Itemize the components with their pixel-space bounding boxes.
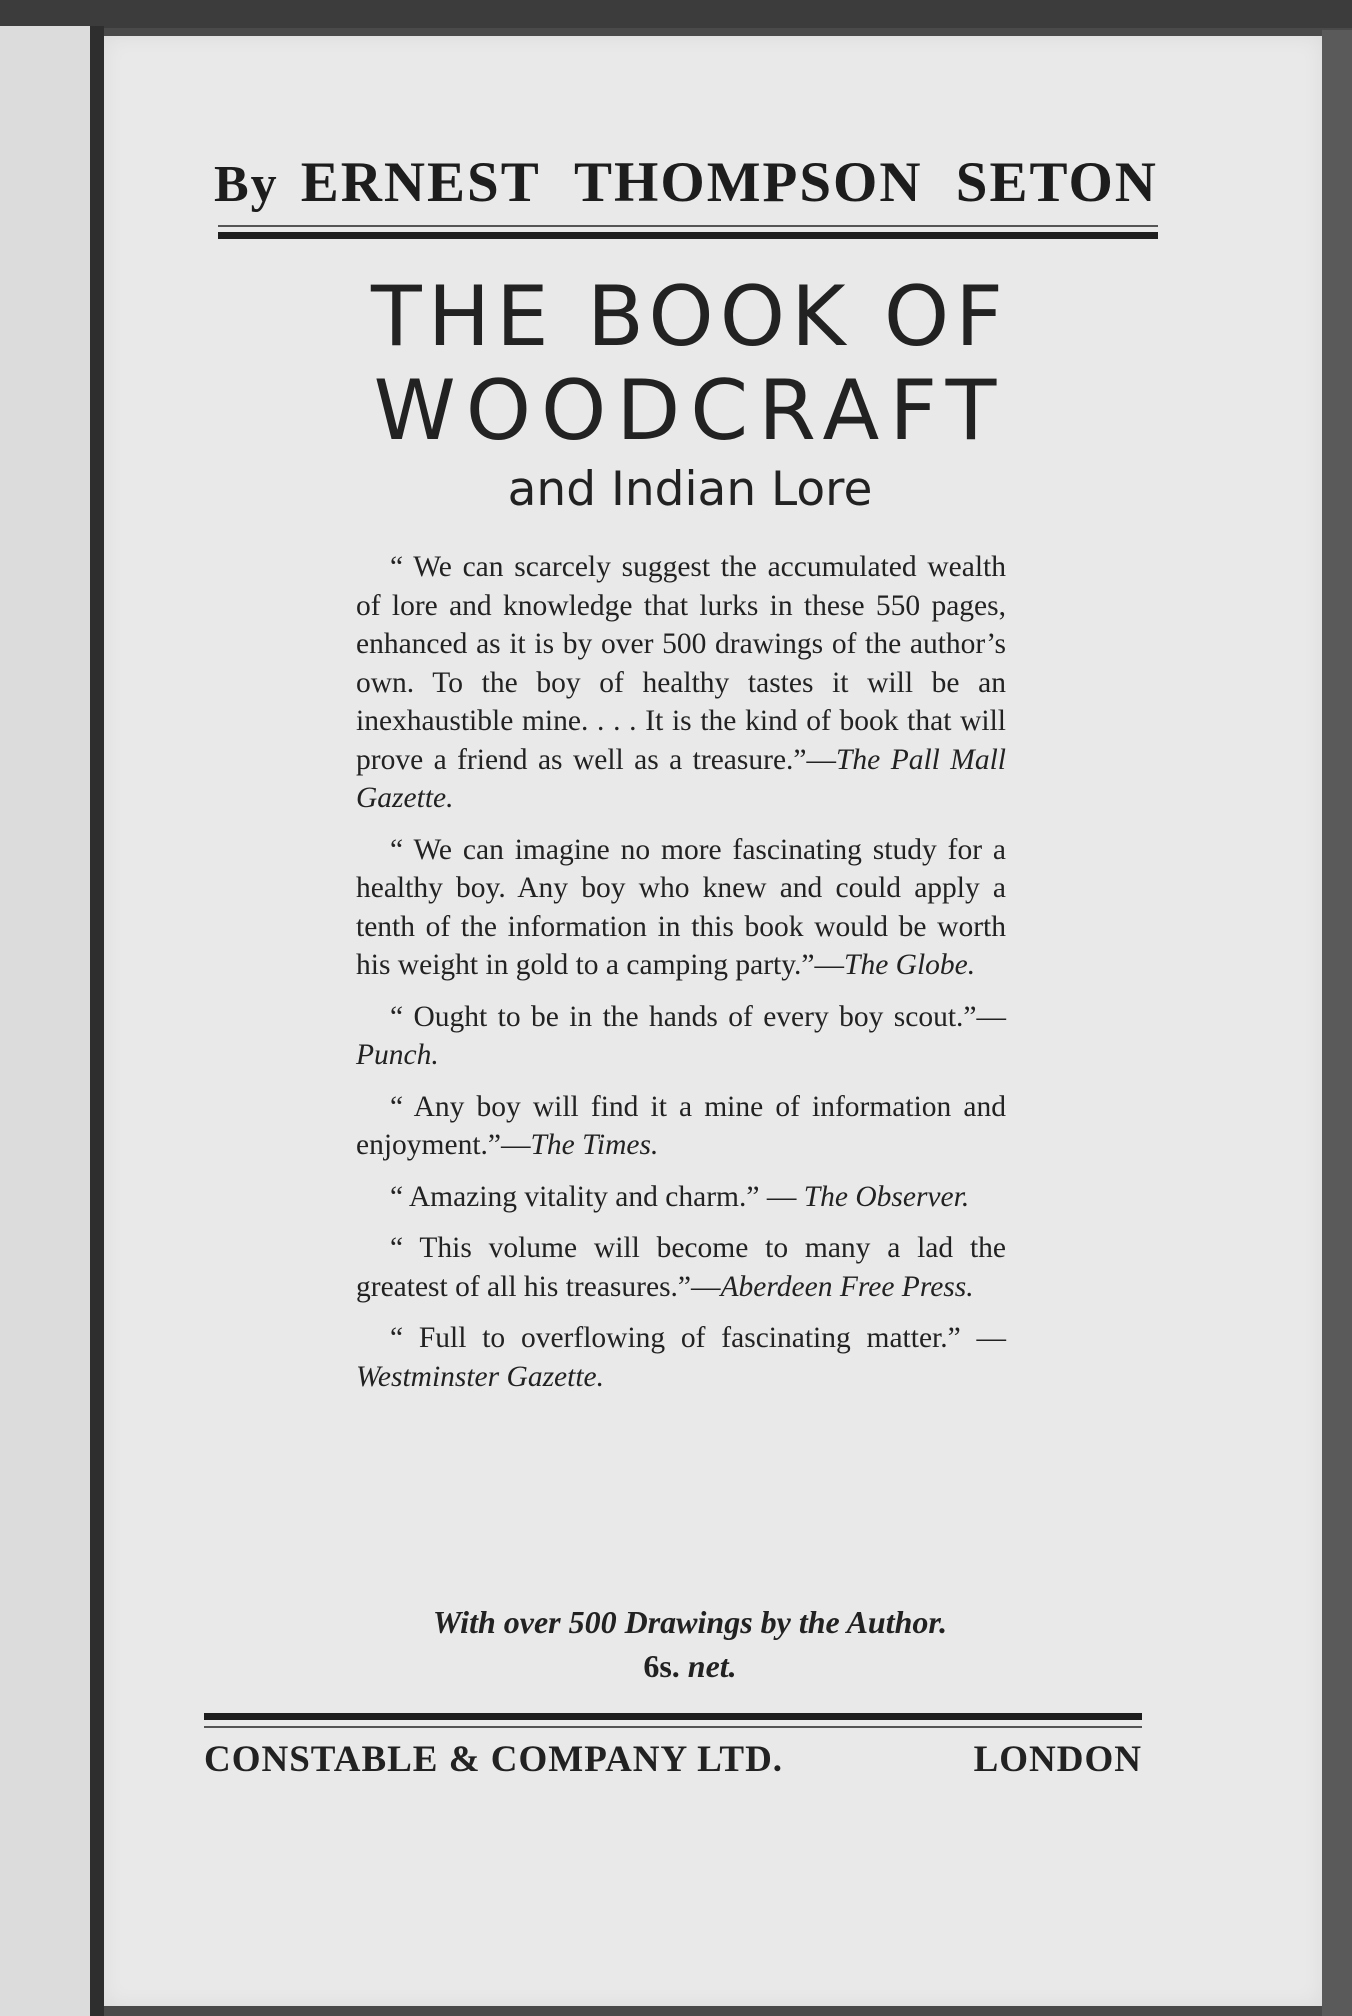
- bottom-divider: [204, 1713, 1142, 1720]
- publisher-city: LONDON: [973, 1739, 1142, 1780]
- review-source: The Times.: [530, 1129, 659, 1161]
- publisher-name: CONSTABLE & COMPANY LTD.: [204, 1739, 784, 1780]
- review-source: The Globe.: [844, 949, 976, 981]
- publisher-line: [204, 1738, 1142, 1781]
- review-text: “ Amazing vitality and charm.” —: [390, 1180, 804, 1213]
- price-unit: net.: [687, 1648, 737, 1684]
- book-spine-shadow: [90, 26, 104, 2016]
- price-amount: 6s.: [643, 1648, 680, 1684]
- author-name-part: ERNEST: [300, 151, 541, 214]
- review-quote: [356, 831, 1006, 985]
- book-title: [300, 270, 1080, 458]
- book-title-line-2: WOODCRAFT: [373, 362, 1007, 459]
- price-line: [300, 1644, 1080, 1688]
- book-subtitle: and Indian Lore: [507, 462, 873, 517]
- review-text: “ We can scarcely suggest the accumulated wealth of lore and knowledge that lurks in these 550 pages, enhanced as it is by over 500 drawings of the author’s own. To the boy of healthy tastes it will be an inexhaustible mine. . . . It is the kind of book that will prove a friend as well as a treasure.”—: [356, 551, 1006, 776]
- review-text: “ Any boy will find it a mine of information and enjoyment.”—: [356, 1090, 1006, 1161]
- review-source: The Observer.: [803, 1180, 970, 1213]
- review-source: Aberdeen Free Press.: [720, 1270, 974, 1303]
- review-quote: [356, 1319, 1006, 1396]
- author-name-part: SETON: [955, 151, 1158, 214]
- review-quote: [356, 998, 1006, 1075]
- facing-page-edge: [0, 26, 98, 2016]
- illustrations-note: [300, 1600, 1080, 1688]
- review-text: “ Ought to be in the hands of every boy scout.”—: [390, 1000, 1006, 1033]
- book-title-line-1: THE BOOK OF: [371, 268, 1009, 365]
- reviews-section: [356, 548, 1006, 1409]
- review-text: “ Full to overflowing of fascinating matter.” —: [390, 1322, 1006, 1354]
- review-quote: [356, 1088, 1006, 1165]
- review-source: Westminster Gazette.: [356, 1360, 604, 1393]
- scan-top-edge: [0, 0, 1352, 28]
- review-quote: [356, 1229, 1006, 1306]
- top-divider-thin: [218, 225, 1158, 227]
- drawings-line: With over 500 Drawings by the Author.: [432, 1604, 948, 1640]
- author-prefix: By: [214, 156, 279, 213]
- review-text: “ We can imagine no more fascinating study for a healthy boy. Any boy who knew and could apply a tenth of the information in this book would be worth his weight in gold to a camping party.”—: [356, 833, 1006, 981]
- author-name-part: THOMPSON: [574, 151, 923, 214]
- author-name: [301, 150, 1158, 215]
- top-divider: [218, 232, 1158, 239]
- review-source: The Pall Mall Gazette.: [356, 743, 1006, 814]
- review-text: “ This volume will become to many a lad the greatest of all his treasures.”—: [356, 1232, 1006, 1303]
- bottom-divider-thin: [204, 1726, 1142, 1728]
- review-quote: [356, 548, 1006, 818]
- review-quote: [356, 1178, 1006, 1217]
- review-source: Punch.: [356, 1039, 439, 1071]
- author-line: [214, 150, 1158, 215]
- scan-right-edge: [1322, 30, 1352, 2016]
